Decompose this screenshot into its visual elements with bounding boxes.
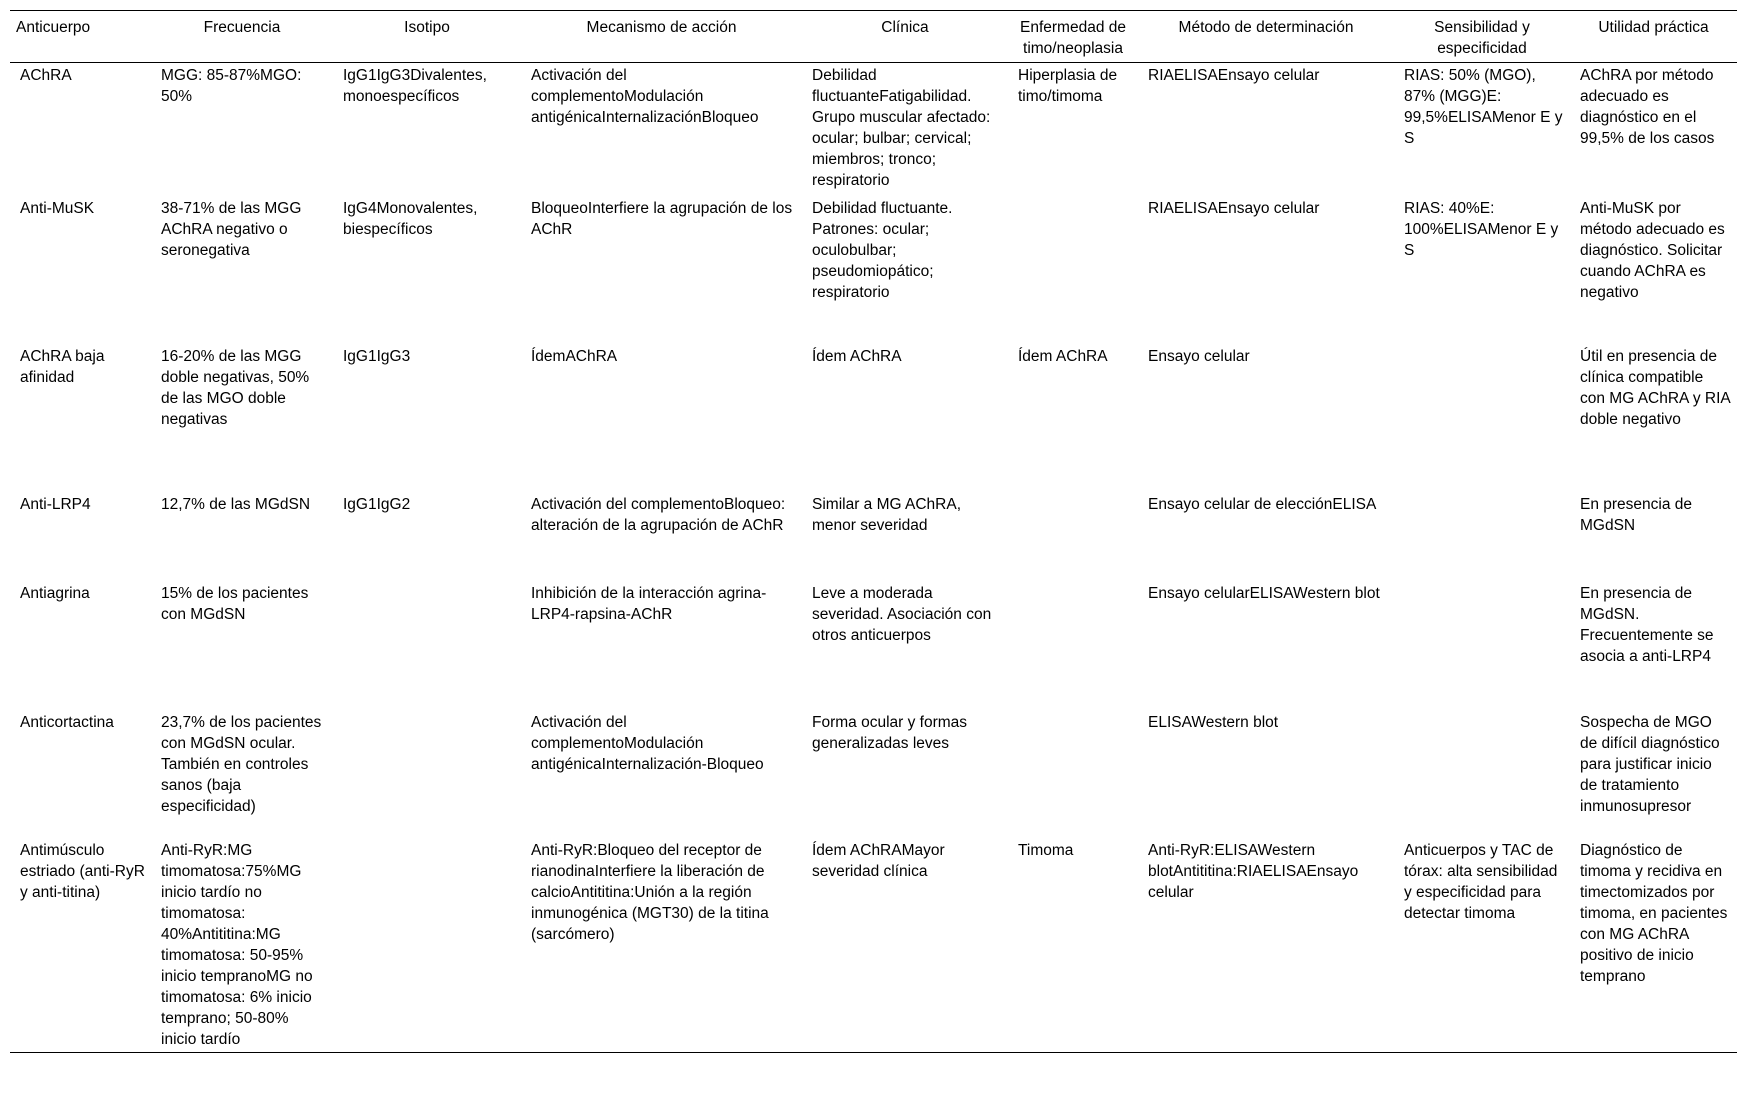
cell-mecanismo: ÍdemAChRA [531,347,618,365]
cell-utilidad: AChRA por método adecuado es diagnóstico en el 99,5% de los casos [1580,67,1715,147]
cell-anticuerpo: Anti-LRP4 [20,495,91,513]
cell-frecuencia: 12,7% de las MGdSN [161,495,311,513]
table-header [10,11,1737,63]
cell-frecuencia: Anti-RyR:MG timomatosa:75%MG inicio tardío no timomatosa: 40%Antititina:MG timomatosa: 50-95% inicio tempranoMG no timomatosa: 6% inicio temprano; 50-80% inicio tardío [151,838,333,1053]
cell-anticuerpo: Anticortactina [20,713,114,731]
cell-enfermedad-timo: Timoma [1008,838,1138,1053]
cell-anticuerpo: Antiagrina [20,584,90,602]
header-sensibilidad: Sensibilidad y especificidad [1394,11,1570,63]
cell-metodo: RIAELISAEnsayo celular [1148,67,1320,84]
header-isotipo: Isotipo [333,11,521,63]
header-row [10,11,1737,63]
cell-enfermedad-timo: Hiperplasia de timo/timoma [1018,67,1118,105]
header-mecanismo: Mecanismo de acción [521,11,802,63]
cell-sensibilidad [1394,710,1570,838]
cell-frecuencia: 23,7% de los pacientes con MGdSN ocular. También en controles sanos (baja especificidad) [161,713,322,815]
cell-metodo: Ensayo celular [1148,347,1250,365]
cell-sensibilidad [1394,492,1570,581]
cell-isotipo [333,710,521,838]
cell-enfermedad-timo [1008,196,1138,344]
cell-anticuerpo: AChRA baja afinidad [20,347,105,386]
cell-mecanismo: Activación del complementoModulación antigénicaInternalización-Bloqueo [531,713,764,773]
cell-mecanismo: Inhibición de la interacción agrina-LRP4-rapsina-AChR [531,584,767,623]
cell-clinica: Ídem AChRA [812,347,902,365]
header-metodo: Método de determinación [1138,11,1394,63]
cell-utilidad: Sospecha de MGO de difícil diagnóstico para justificar inicio de tratamiento inmunosupresor [1580,713,1720,815]
cell-isotipo: IgG4Monovalentes, biespecíficos [343,199,478,238]
table-container [10,10,1737,1053]
cell-anticuerpo: Antimúsculo estriado (anti-RyR y anti-titina) [10,838,151,1053]
table-body [10,63,1737,1053]
cell-metodo: Anti-RyR:ELISAWestern blotAntititina:RIAELISAEnsayo celular [1138,838,1394,1053]
cell-mecanismo: Activación del complementoModulación antigénicaInternalizaciónBloqueo [531,67,759,126]
cell-clinica: Ídem AChRAMayor severidad clínica [802,838,1008,1053]
header-clinica: Clínica [802,11,1008,63]
cell-anticuerpo: Anti-MuSK [20,199,95,217]
cell-frecuencia: MGG: 85-87%MGO: 50% [161,67,302,105]
cell-sensibilidad [1394,581,1570,710]
cell-frecuencia: 15% de los pacientes con MGdSN [161,584,309,623]
cell-anticuerpo: AChRA [20,67,72,84]
cell-isotipo: IgG1IgG3Divalentes, monoespecíficos [343,67,487,105]
cell-sensibilidad: Anticuerpos y TAC de tórax: alta sensibilidad y especificidad para detectar timoma [1394,838,1570,1053]
table-row [10,344,1737,492]
cell-utilidad: En presencia de MGdSN. Frecuentemente se asocia a anti-LRP4 [1580,584,1714,665]
table-row [10,63,1737,196]
cell-frecuencia: 16-20% de las MGG doble negativas, 50% de las MGO doble negativas [161,347,310,428]
cell-metodo: RIAELISAEnsayo celular [1148,199,1320,217]
header-anticuerpo: Anticuerpo [10,11,151,63]
table-row [10,581,1737,710]
cell-utilidad: En presencia de MGdSN [1580,495,1693,534]
cell-mecanismo: Anti-RyR:Bloqueo del receptor de rianodinaInterfiere la liberación de calcioAntititina:Unión a la región inmunogénica (MGT30) de la titina (sarcómero) [521,838,802,1053]
cell-clinica: Leve a moderada severidad. Asociación con otros anticuerpos [812,584,992,644]
cell-sensibilidad: RIAS: 40%E: 100%ELISAMenor E y S [1404,199,1559,259]
cell-isotipo: IgG1IgG2 [343,495,411,513]
cell-clinica: Debilidad fluctuanteFatigabilidad. Grupo muscular afectado: ocular; bulbar; cervical; miembros; tronco; respiratorio [812,67,991,189]
cell-clinica: Debilidad fluctuante. Patrones: ocular; oculobulbar; pseudomiopático; respiratorio [812,199,953,301]
cell-mecanismo: BloqueoInterfiere la agrupación de los AChR [531,199,793,238]
cell-enfermedad-timo [1008,581,1138,710]
header-frecuencia: Frecuencia [151,11,333,63]
cell-isotipo [333,581,521,710]
cell-clinica: Forma ocular y formas generalizadas leves [812,713,968,752]
header-enfermedad-timo: Enfermedad de timo/neoplasia [1008,11,1138,63]
cell-sensibilidad: RIAS: 50% (MGO), 87% (MGG)E: 99,5%ELISAMenor E y S [1404,67,1563,147]
antibody-table [10,10,1737,1053]
header-utilidad: Utilidad práctica [1570,11,1737,63]
cell-isotipo [333,838,521,1053]
cell-utilidad: Útil en presencia de clínica compatible con MG AChRA y RIA doble negativo [1580,347,1730,428]
cell-enfermedad-timo [1008,710,1138,838]
cell-utilidad: Diagnóstico de timoma y recidiva en timectomizados por timoma, en pacientes con MG AChRA positivo de inicio temprano [1570,838,1737,1053]
cell-metodo: Ensayo celular de elecciónELISA [1148,495,1377,513]
cell-enfermedad-timo: Ídem AChRA [1018,347,1108,365]
cell-utilidad: Anti-MuSK por método adecuado es diagnóstico. Solicitar cuando AChRA es negativo [1580,199,1725,301]
table-row [10,492,1737,581]
cell-frecuencia: 38-71% de las MGG AChRA negativo o seronegativa [161,199,302,259]
table-row [10,710,1737,838]
cell-metodo: ELISAWestern blot [1148,713,1279,731]
cell-sensibilidad [1394,344,1570,492]
cell-enfermedad-timo [1008,492,1138,581]
cell-metodo: Ensayo celularELISAWestern blot [1148,584,1380,602]
table-row [10,838,1737,1053]
cell-clinica: Similar a MG AChRA, menor severidad [812,495,962,534]
table-row [10,196,1737,344]
cell-isotipo: IgG1IgG3 [343,347,411,365]
cell-mecanismo: Activación del complementoBloqueo: alteración de la agrupación de AChR [531,495,786,534]
